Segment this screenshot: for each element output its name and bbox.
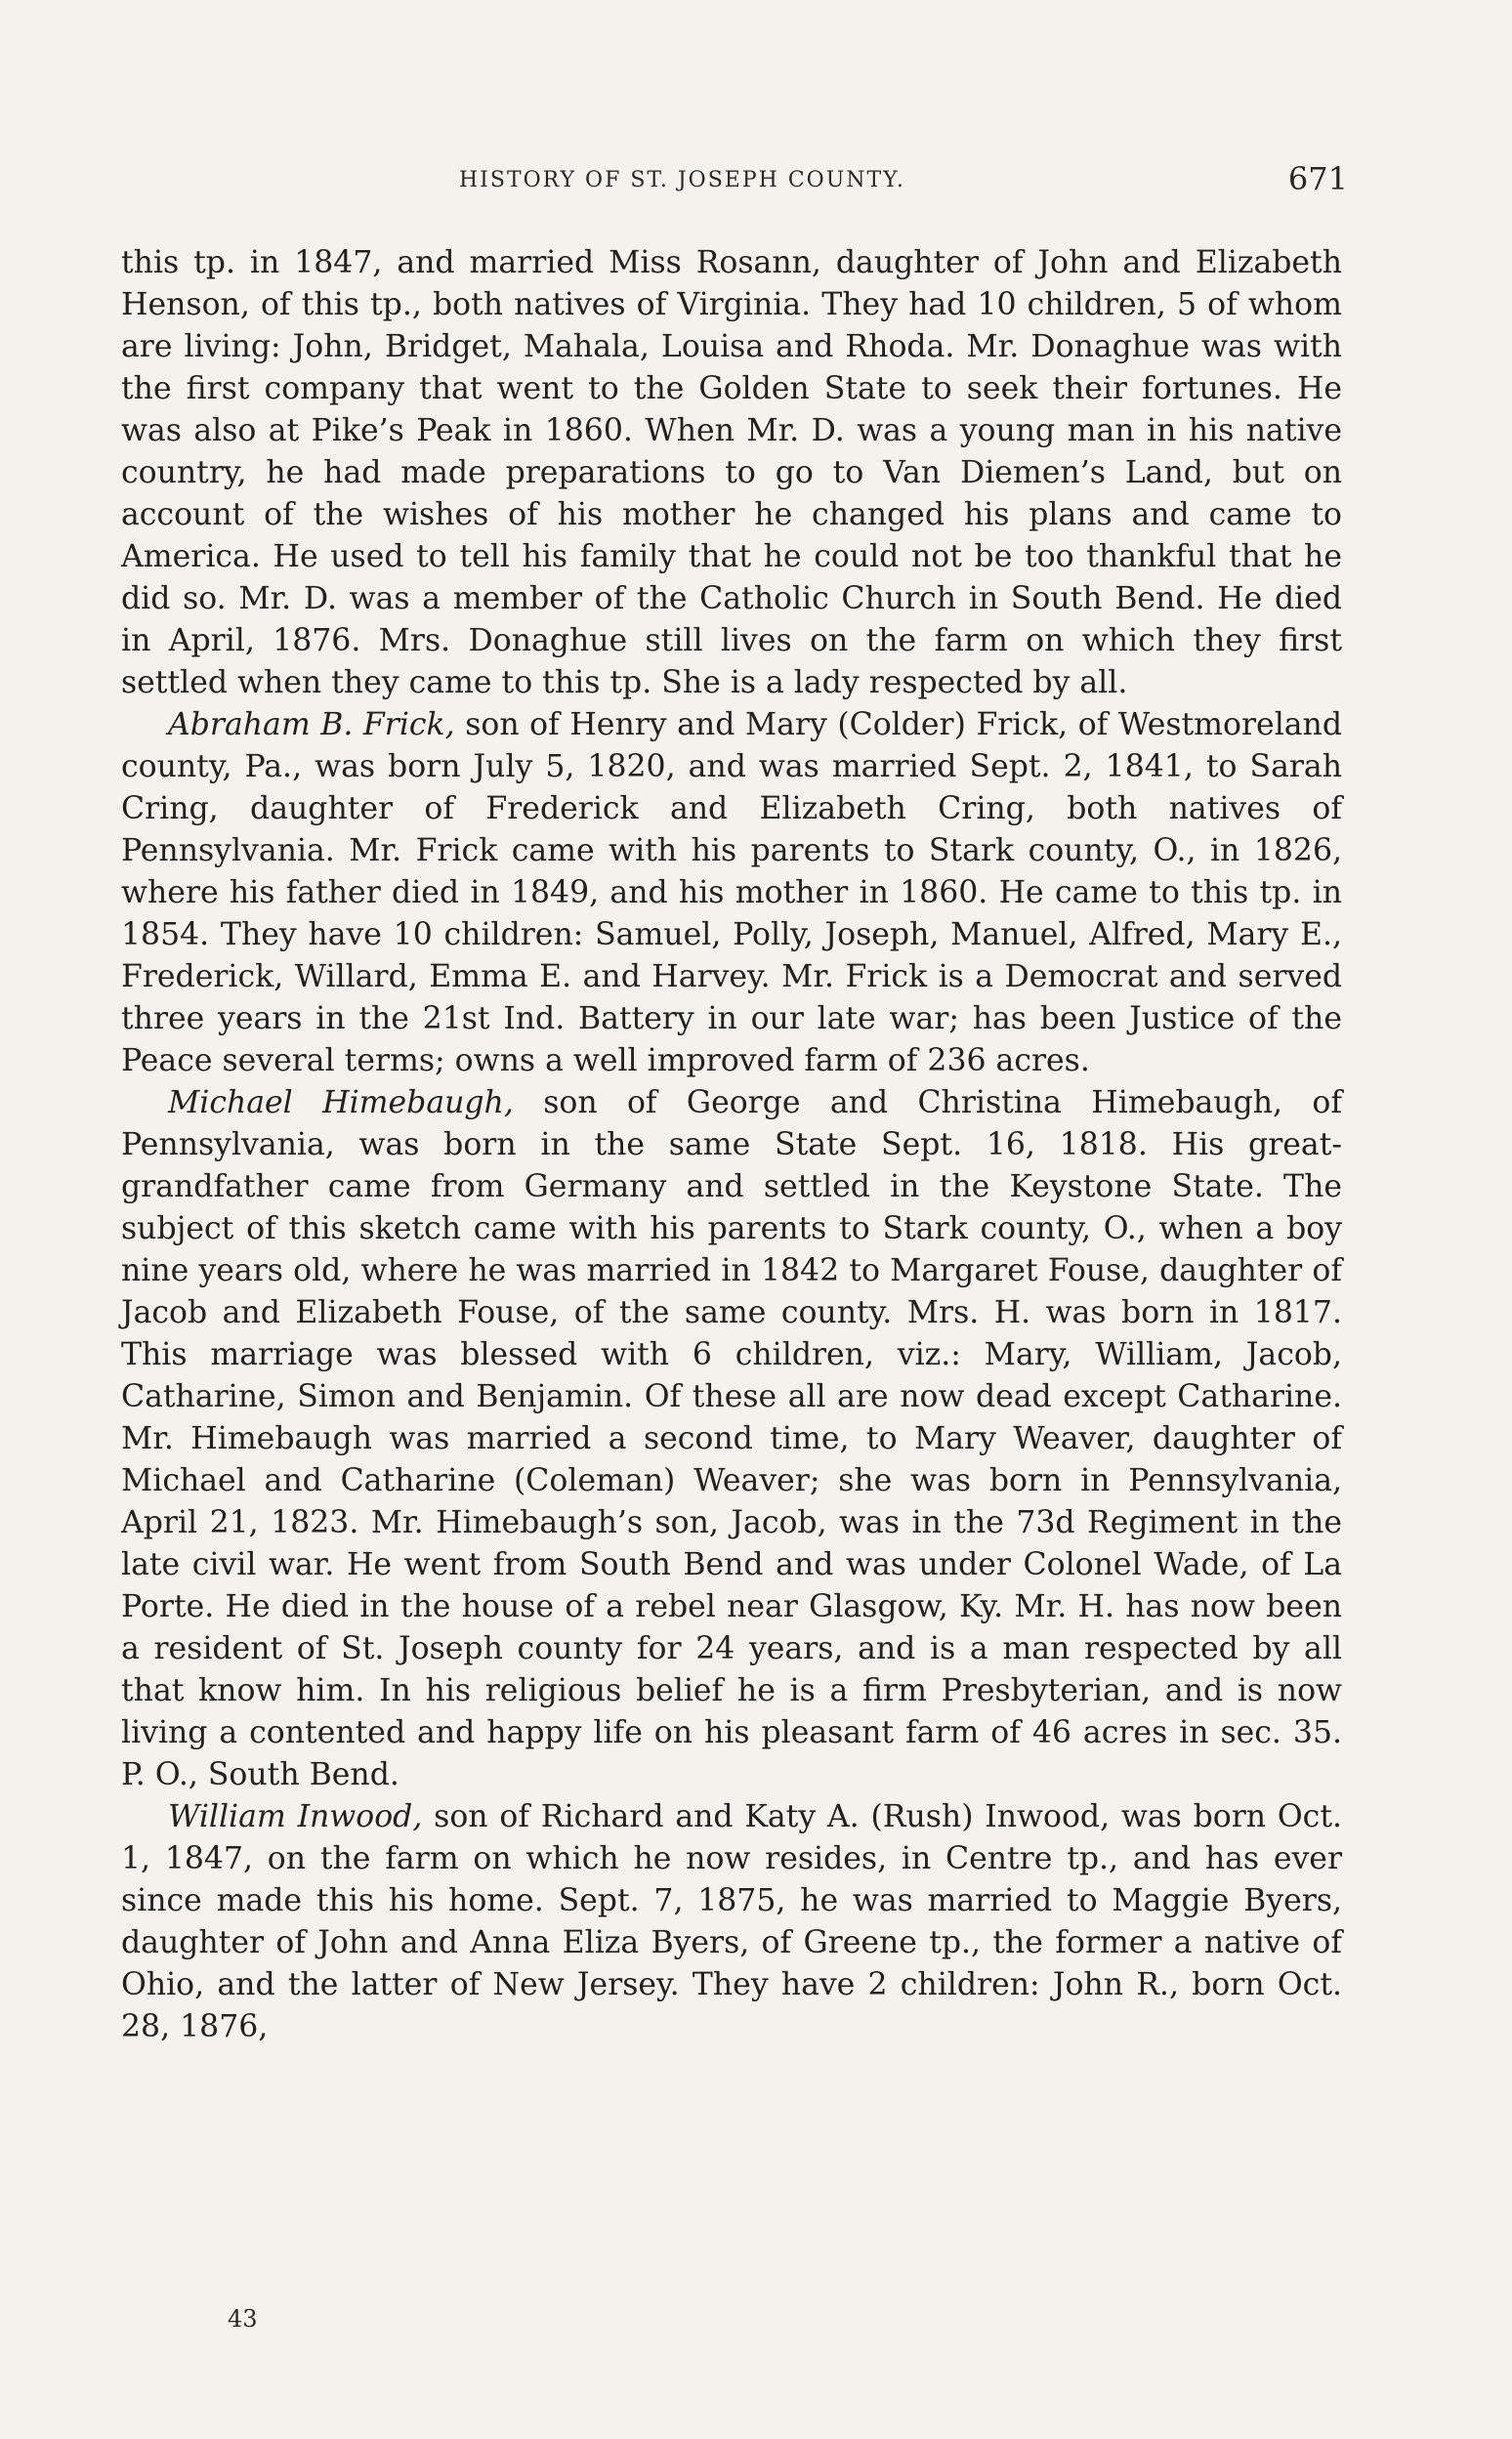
paragraph-text: this tp. in 1847, and married Miss Rosann, daughter of John and Elizabeth Henson, of this tp., both natives of Virginia. They had 10 children, 5 of whom are living: John, Bridget, Mahala, Louisa and Rhoda. Mr. Donaghue was with the first company that went to the Golden State to seek their fortunes. He was also at Pike’s Peak in 1860. When Mr. D. was a young man in his native country, he had made preparations to go to Van Diemen’s Land, but on account of the wishes of his mother he changed his plans and came to America. He used to tell his family that he could not be too thankful that he did so. Mr. D. was a member of the Catholic Church in South Bend. He died in April, 1876. Mrs. Donaghue still lives on the farm on which they first settled when they came to this tp. She is a lady respected by all. [121, 245, 1342, 700]
biography-name: Michael Himebaugh, [168, 1085, 514, 1120]
signature-mark: 43 [228, 2305, 258, 2333]
running-title: HISTORY OF ST. JOSEPH COUNTY. [459, 168, 905, 192]
paragraph-donaghue [121, 242, 1342, 704]
paragraph-frick [121, 704, 1342, 1082]
page-number: 671 [1287, 160, 1348, 197]
biography-name: William Inwood, [168, 1799, 423, 1834]
paragraph-text: son of George and Christina Himebaugh, of Pennsylvania, was born in the same State Sept. 16, 1818. His great-grandfather came from Germany and settled in the Keystone State. The subject of this sketch came with his parents to Stark county, O., when a boy nine years old, where he was married in 1842 to Margaret Fouse, daughter of Jacob and Elizabeth Fouse, of the same county. Mrs. H. was born in 1817. This marriage was blessed with 6 children, viz.: Mary, William, Jacob, Catharine, Simon and Benjamin. Of these all are now dead except Catharine. Mr. Himebaugh was married a second time, to Mary Weaver, daughter of Michael and Catharine (Coleman) Weaver; she was born in Pennsylvania, April 21, 1823. Mr. Himebaugh’s son, Jacob, was in the 73d Regiment in the late civil war. He went from South Bend and was under Colonel Wade, of La Porte. He died in the house of a rebel near Glasgow, Ky. Mr. H. has now been a resident of St. Joseph county for 24 years, and is a man respected by all that know him. In his religious belief he is a firm Presbyterian, and is now living a contented and happy life on his pleasant farm of 46 acres in sec. 35. P. O., South Bend. [121, 1085, 1343, 1792]
paragraph-inwood [121, 1796, 1342, 2048]
biography-name: Abraham B. Frick, [168, 707, 455, 742]
paragraph-himebaugh [121, 1082, 1342, 1796]
page-header [459, 160, 1348, 203]
body-text [121, 242, 1342, 2048]
paragraph-text: son of Richard and Katy A. (Rush) Inwood, was born Oct. 1, 1847, on the farm on which he now resides, in Centre tp., and has ever since made this his home. Sept. 7, 1875, he was married to Maggie Byers, daughter of John and Anna Eliza Byers, of Greene tp., the former a native of Ohio, and the latter of New Jersey. They have 2 children: John R., born Oct. 28, 1876, [121, 1799, 1342, 2044]
paragraph-text: son of Henry and Mary (Colder) Frick, of Westmoreland county, Pa., was born July 5, 1820, and was married Sept. 2, 1841, to Sarah Cring, daughter of Frederick and Elizabeth Cring, both natives of Pennsylvania. Mr. Frick came with his parents to Stark county, O., in 1826, where his father died in 1849, and his mother in 1860. He came to this tp. in 1854. They have 10 children: Samuel, Polly, Joseph, Manuel, Alfred, Mary E., Frederick, Willard, Emma E. and Harvey. Mr. Frick is a Democrat and served three years in the 21st Ind. Battery in our late war; has been Justice of the Peace several terms; owns a well improved farm of 236 acres. [121, 707, 1342, 1078]
